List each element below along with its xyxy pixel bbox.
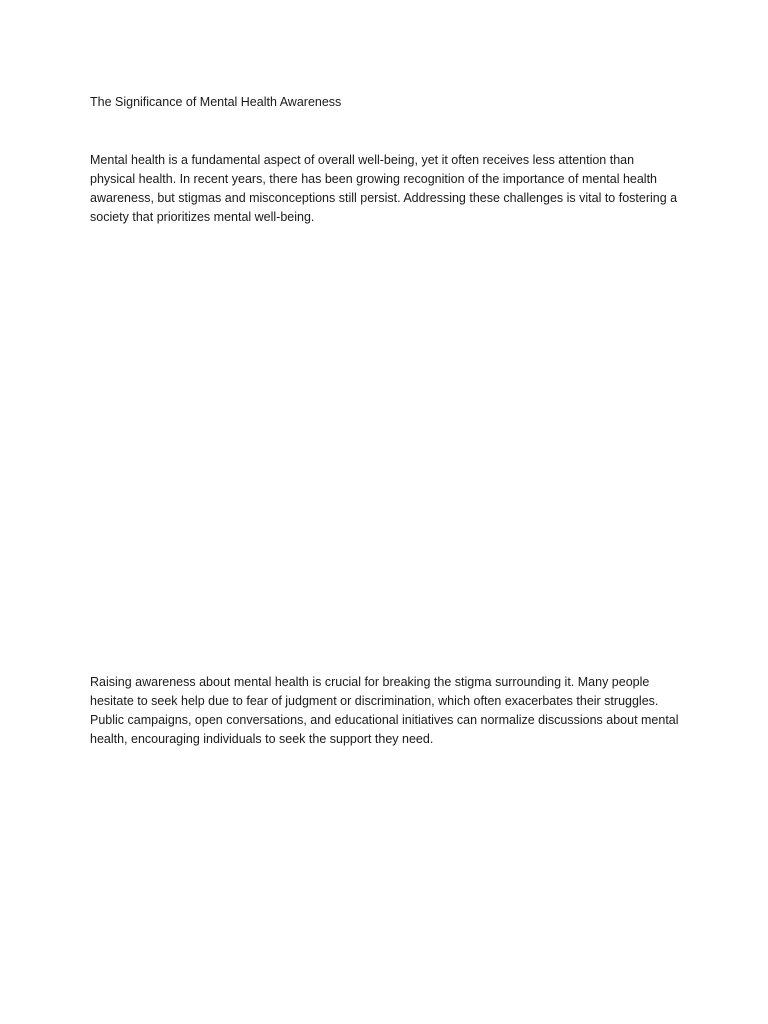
paragraph-awareness: Raising awareness about mental health is crucial for breaking the stigma surrounding it. Many people hesitate to seek help due to fear of judgment or discrimination, which often exacerbates their struggles. Public campaigns, open conversations, and educational initiatives can normalize discussions about mental health, encouraging individuals to seek the support they need. (90, 675, 679, 746)
paragraph-intro: Mental health is a fundamental aspect of overall well-being, yet it often receives less attention than physical health. In recent years, there has been growing recognition of the importance of mental health awareness, but stigmas and misconceptions still persist. Addressing these challenges is vital to fostering a society that prioritizes mental well-being. (90, 153, 678, 224)
document-title: The Significance of Mental Health Awareness (90, 95, 342, 109)
